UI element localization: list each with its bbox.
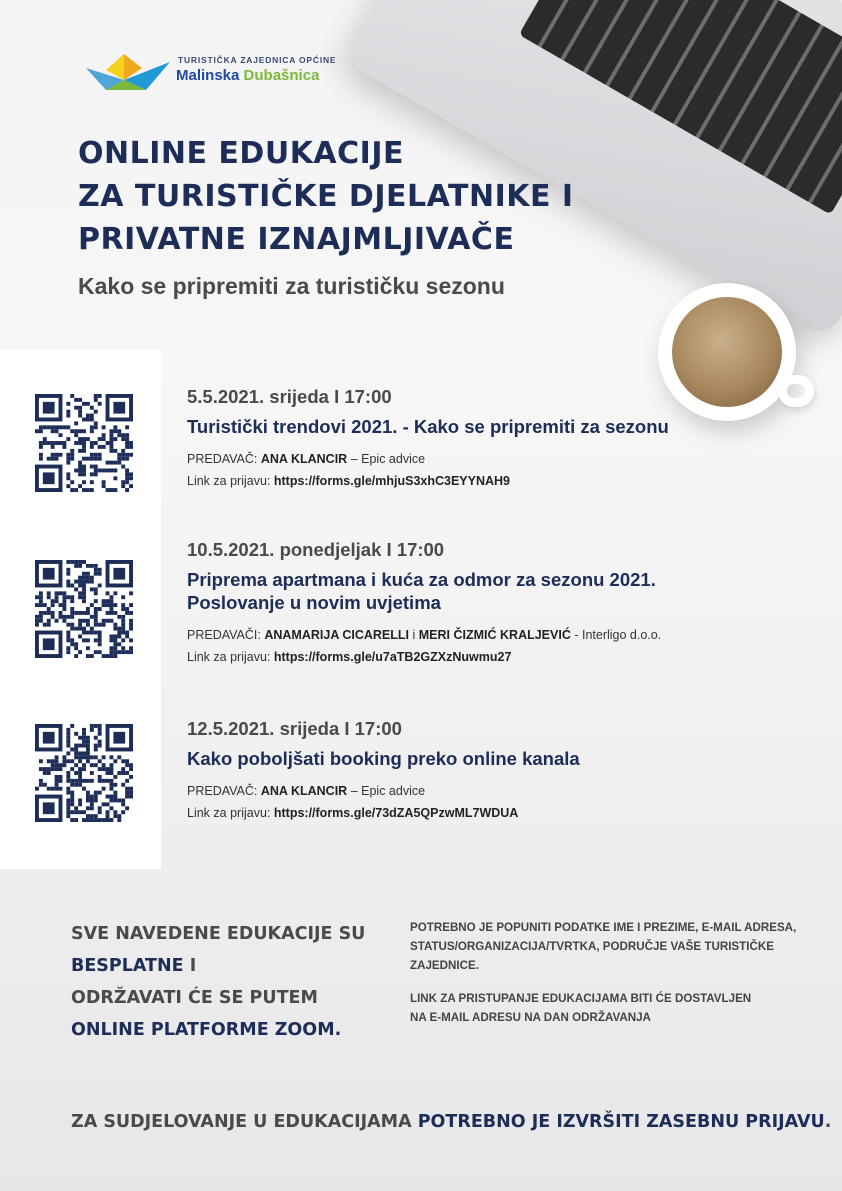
page-title: ONLINE EDUKACIJE ZA TURISTIČKE DJELATNIKE I PRIVATNE IZNAJMLJIVAČE — [78, 136, 574, 257]
event-title: Priprema apartmana i kuća za odmor za sezonu 2021. Poslovanje u novim uvjetima — [187, 569, 656, 613]
free-education-notice: SVE NAVEDENE EDUKACIJE SU BESPLATNE I ODRŽAVATI ĆE SE PUTEM ONLINE PLATFORME ZOOM. — [71, 924, 366, 1040]
event-1 — [187, 386, 807, 488]
event-link: Link za prijavu: https://forms.gle/u7aTB2GZXzNuwmu27 — [187, 650, 512, 664]
logo-name: Malinska Dubašnica — [176, 67, 320, 84]
event-link: Link za prijavu: https://forms.gle/73dZA5QPzwML7WDUA — [187, 806, 519, 820]
page-subtitle: Kako se pripremiti za turističku sezonu — [78, 273, 505, 299]
registration-link[interactable]: https://forms.gle/73dZA5QPzwML7WDUA — [273, 806, 519, 820]
qr-code-icon[interactable] — [35, 724, 133, 822]
event-date: 10.5.2021. ponedjeljak I 17:00 — [187, 539, 445, 560]
event-3 — [187, 718, 807, 820]
registration-link[interactable]: https://forms.gle/mhjuS3xhC3EYYNAH9 — [273, 474, 511, 488]
registration-link[interactable]: https://forms.gle/u7aTB2GZXzNuwmu27 — [273, 650, 512, 664]
logo-small-text: TURISTIČKA ZAJEDNICA OPĆINE — [178, 55, 337, 65]
qr-code-icon[interactable] — [35, 560, 133, 658]
event-title: Turistički trendovi 2021. - Kako se pripremiti za sezonu — [187, 416, 669, 437]
event-speaker: PREDAVAČI: ANAMARIJA CICARELLI i MERI ČIZMIĆ KRALJEVIĆ - Interligo d.o.o. — [187, 628, 662, 642]
registration-notes — [410, 918, 830, 1027]
footer-notice: ZA SUDJELOVANJE U EDUKACIJAMA POTREBNO JE IZVRŠITI ZASEBNU PRIJAVU. — [71, 1112, 832, 1132]
boat-logo-icon — [86, 50, 170, 92]
event-title: Kako poboljšati booking preko online kanala — [187, 748, 580, 769]
event-date: 12.5.2021. srijeda I 17:00 — [187, 718, 402, 739]
event-link: Link za prijavu: https://forms.gle/mhjuS3xhC3EYYNAH9 — [187, 474, 511, 488]
event-speaker: PREDAVAČ: ANA KLANCIR – Epic advice — [187, 784, 426, 798]
qr-column — [0, 349, 161, 869]
event-2 — [187, 539, 807, 664]
event-date: 5.5.2021. srijeda I 17:00 — [187, 386, 392, 407]
logo — [86, 46, 346, 96]
event-speaker: PREDAVAČ: ANA KLANCIR – Epic advice — [187, 452, 426, 466]
qr-code-icon[interactable] — [35, 394, 133, 492]
note-data-required: POTREBNO JE POPUNITI PODATKE IME I PREZIME, E-MAIL ADRESA, STATUS/ORGANIZACIJA/TVRTKA, PODRUČJE VAŠE TURISTIČKE ZAJEDNICE. — [410, 921, 797, 972]
note-link-delivery: LINK ZA PRISTUPANJE EDUKACIJAMA BITI ĆE DOSTAVLJEN NA E-MAIL ADRESU NA DAN ODRŽAVANJA — [410, 992, 752, 1024]
